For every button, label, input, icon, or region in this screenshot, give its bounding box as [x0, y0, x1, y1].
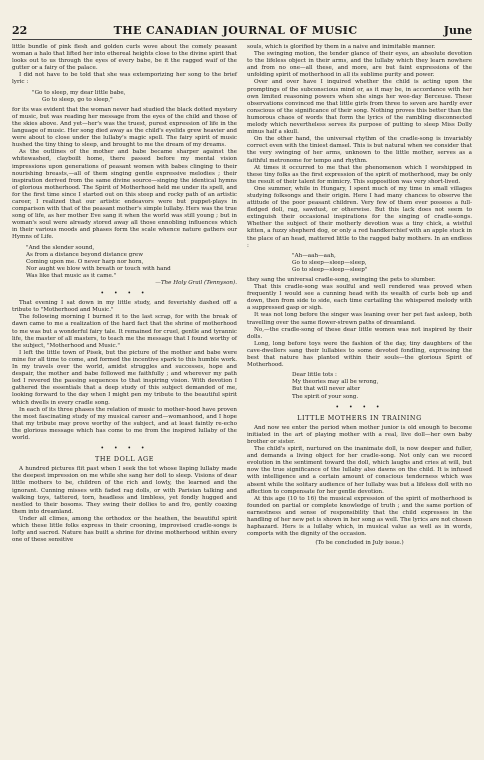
paragraph: The child's spirit, nurtured on the inanimate doll, is now deeper and fuller, and demands a living object for her cradle-song. Not only can we record evolution in the sentiment toward the doll, which laughs and cries at will, but now the true significance of the lullaby also dawns on the child. It is infused with intelligence and a certain amount of conscious tenderness which was absent while the solitary audience of her lullaby was but a lifeless doll with no affection to compensate for her gentle devotion. [247, 446, 472, 495]
paragraph: The swinging motion, the tender glance of their eyes, an absolute devotion to the lifeless object in their arms, and the lullaby which they learn nowhere and from no one—all these, and more, are but faint expressions of the unfolding spirit of motherhood in all its sublime purity and power. [247, 51, 472, 79]
verse-line: But that will never alter [292, 386, 361, 393]
lullaby-verse [292, 253, 472, 274]
paragraph: Long, long before toys were the fashion of the day, tiny daughters of the cave-dwellers sang their lullabies to some devoted fondling, expressing the best that nature has planted within their souls—the glorious Spirit of Motherhood. [247, 340, 472, 369]
section-divider: • • • • [100, 290, 149, 298]
paragraph: That this cradle-song was soulful and well rendered was proved when frequently I would see a cunning head with its wealth of curls bob up and down, then from side to side, each time curtailing the whispered melody with a suppressed gasp or sigh. [247, 284, 472, 312]
paragraph: The following morning I burned it to the last scrap, for with the break of dawn came to me a realization of the hard fact that the shrine of motherhood to me was but a wonderful fairy tale. It remained for cruel, gentle and tyrannic life, the master of all masters, to teach me the message that I found worthy of the subject, "Motherhood and Music." [12, 314, 237, 349]
page-number: 22 [12, 24, 28, 37]
tennyson-quote [26, 245, 237, 288]
section-heading: LITTLE MOTHERS IN TRAINING [297, 413, 422, 422]
paragraph: I left the little town of Pisek, but the picture of the mother and babe were mine for all time to come, and formed the incentive spark to this humble work. In my travels over the world, amidst struggles and successes, hope and despair, the mother and babe followed me faithfully ; and wherever my path led I revered the passing sequences to that inspiring vision. With devotion I gathered the essentials that a deep study of this subject demanded of me, looking forward to the day when I might pen my tribute to the beautiful spirit which dwells in every cradle song. [12, 349, 237, 406]
verse-line: My theories may all be wrong, [292, 379, 379, 386]
right-column [247, 44, 472, 547]
dedication-verse [292, 372, 472, 400]
verse-line: The spirit of your song. [292, 393, 359, 400]
paragraph: And now we enter the period when mother junior is old enough to become initiated in the art of playing mother with a real, live doll—her own baby brother or sister. [247, 424, 472, 445]
poem-line: Nor aught we blow with breath or touch with hand [26, 265, 171, 272]
paragraph: As the outlines of the mother and babe became sharper against the whitewashed, clayboilt home, there passed before my mental vision impressions upon generations of peasant women with babes clinging to their nourishing breasts,—all of them singing gentle expressive melodies ; their inspiration derived from the same divine source—singing the identical hymns of glorious motherhood. The Spirit of Motherhood held me under its spell, and for the first time since I started out on this steep and rocky path of an artistic career, I realized that our artistic endeavors were but puppet-plays in comparison with that of the peasant mother's simple lullaby. Hers was the true song of life, as her mother Eve sang it when the world was still young ; but in woman's soul were already stored away all those ennobling influences which in their various moods and phases form the scale whence nature gathers our Hymns of Life. [12, 149, 237, 241]
section-heading: THE DOLL AGE [95, 455, 154, 464]
quote-attribution: —The Holy Grail (Tennyson). [155, 280, 237, 286]
issue-month: June [443, 24, 472, 37]
left-column [12, 44, 237, 547]
paragraph: On the other hand, the universal rhythm of the cradle-song is invariably correct even with the tiniest damsel. This is but natural when we consider that the very swinging of her arms, unknown to the little mother, serves as a faithful metronome for tempo and rhythm. [247, 136, 472, 164]
paragraph: souls, which is glorified by them in a naive and inimitable manner. [247, 44, 436, 50]
paragraph: That evening I sat down in my little study, and feverishly dashed off a tribute to "Motherhood and Music." [12, 300, 237, 314]
paragraph: No,—the cradle-song of these dear little women was not inspired by their dolls. [247, 326, 472, 340]
journal-title: THE CANADIAN JOURNAL OF MUSIC [113, 24, 358, 37]
paragraph: I did not have to be told that she was extemporizing her song to the brief lyric : [12, 72, 237, 86]
verse-line: "Ah—aah—aah, [292, 252, 336, 259]
article-columns [12, 44, 472, 547]
continuation-note: (To be concluded in July issue.) [315, 540, 404, 547]
paragraph: they sang the universal cradle-song, swinging the pets to slumber. [247, 277, 436, 283]
paragraph: Over and over have I inquired whether the child is acting upon the promptings of the subconscious mind or, as it may be, in accordance with her own limited reasoning powers when she sings her wee-day Berceuse. These observations convinced me that little girls from three to seven are hardly ever conscious of the significance of their song. Nothing proves this better than the humorous chaos of words that form the lyrics of the rambling disconnected melody which nevertheless serves its purpose of putting to sleep Miss Dolly minus half a skull. [247, 79, 472, 136]
paragraph: At this age (10 to 16) the musical expression of the spirit of motherhood is founded on partial or complete knowledge of truth ; and the same portion of earnestness and sense of responsibility that the child expresses in the handling of her new pet is shown in her song as well. The lyrics are not chosen haphazard. Hers is a lullaby which, in musical value as well as in words, comports with the dignity of the occasion. [247, 495, 472, 538]
paragraph: At times it occurred to me that the phenomenon which I worshipped in these tiny folks as the first expression of the spirit of motherhood, may be only the result of their talent for mimicry. This supposition was very short-lived. [247, 164, 472, 185]
page-header [12, 24, 472, 40]
paragraph: It was not long before the singer was leaning over her pet fast asleep, both travelling over the same flower-strewn paths of dreamland. [247, 312, 472, 326]
poem-line: "And the slender sound, [26, 244, 95, 251]
verse-line: Go to sleep—sleep—sleep" [292, 266, 368, 273]
verse-line: Go to sleep—sleep—sleep, [292, 259, 367, 266]
paragraph: little bundle of pink flesh and golden curls wove about the comely peasant woman a halo that lifted her into ethereal heights close to the divine spirit that looks out to us through the eyes of every babe, be it the ragged waif of the gutter or a fairy of the palace. [12, 44, 237, 72]
lyric-quote [32, 90, 237, 104]
paragraph: for its was evident that the woman never had studied the black dotted mystery of music, but was reading her message from the eyes of the child and those of the skies above. And yet—her's was the truest, purest expression of life in the language of music. Her song died away as the child's eyelids grew heavier and were about to close under the lullaby's magic spell. The fairy spirit of music hushed the tiny thing to sleep, and brought to me the dream of my dreams. [12, 106, 237, 149]
poem-line: Was like that music as it came." [26, 272, 117, 279]
verse-line: Dear little tots : [292, 372, 337, 379]
poem-line: Coming upon me. O never harp nor horn, [26, 258, 144, 265]
poem-line: As from a distance beyond distance grew [26, 251, 144, 258]
paragraph: In each of its three phases the relation of music to mother-hood have proven the most fascinating study of my musical career and—womanhood, and I hope that my tribute may prove worthy of the subject, and at least faintly re-echo the glorious message which has come to me from the inspired lullaby of the world. [12, 406, 237, 441]
paragraph: Under all climes, among the orthodox or the heathen, the beautiful spirit which these little folks express in their crooning, improvised cradle-songs is lofty and sacred. Nature has built a shrine for divine motherhood within every one of these sensitive [12, 515, 237, 544]
lyric-line: Go to sleep, go to sleep," [42, 96, 113, 103]
paragraph: One summer, while in Hungary, I spent much of my time in small villages studying folksongs and their origin. Here I had many chances to observe the attitude of the poor peasant children. Very few of them ever possess a full-fledged doll, rag, sawdust, or otherwise. But this lack does not seem to extinguish their occasional inspirations for the singing of cradle-songs. Whether the subject of their motherly devotion was a tiny chick, a wistful kitten, a fuzzy shepherd dog, or only a red handkerchief with an apple stuck in the place of an head, mattered little to the ragged baby mothers. In an endless : [247, 185, 472, 249]
paragraph: A hundred pictures flit past when I seek the tot whose lisping lullaby made the deepest impression on me while she sang her doll to sleep. Visions of dear little mothers to be, children of the rich and lowly, the learned and the ignorant. Cunning misses with faded rag dolls, or with Parisian talking and walking toys, tattered, torn, headless and limbless, yet fondly hugged and nestled to their bosoms. They swing their dollies to and fro, gently coaxing them into dreamland. [12, 466, 237, 515]
section-divider: • • • • [335, 403, 384, 411]
section-divider: • • • • [100, 445, 149, 453]
lyric-line: "Go to sleep, my dear little babe, [32, 89, 126, 96]
